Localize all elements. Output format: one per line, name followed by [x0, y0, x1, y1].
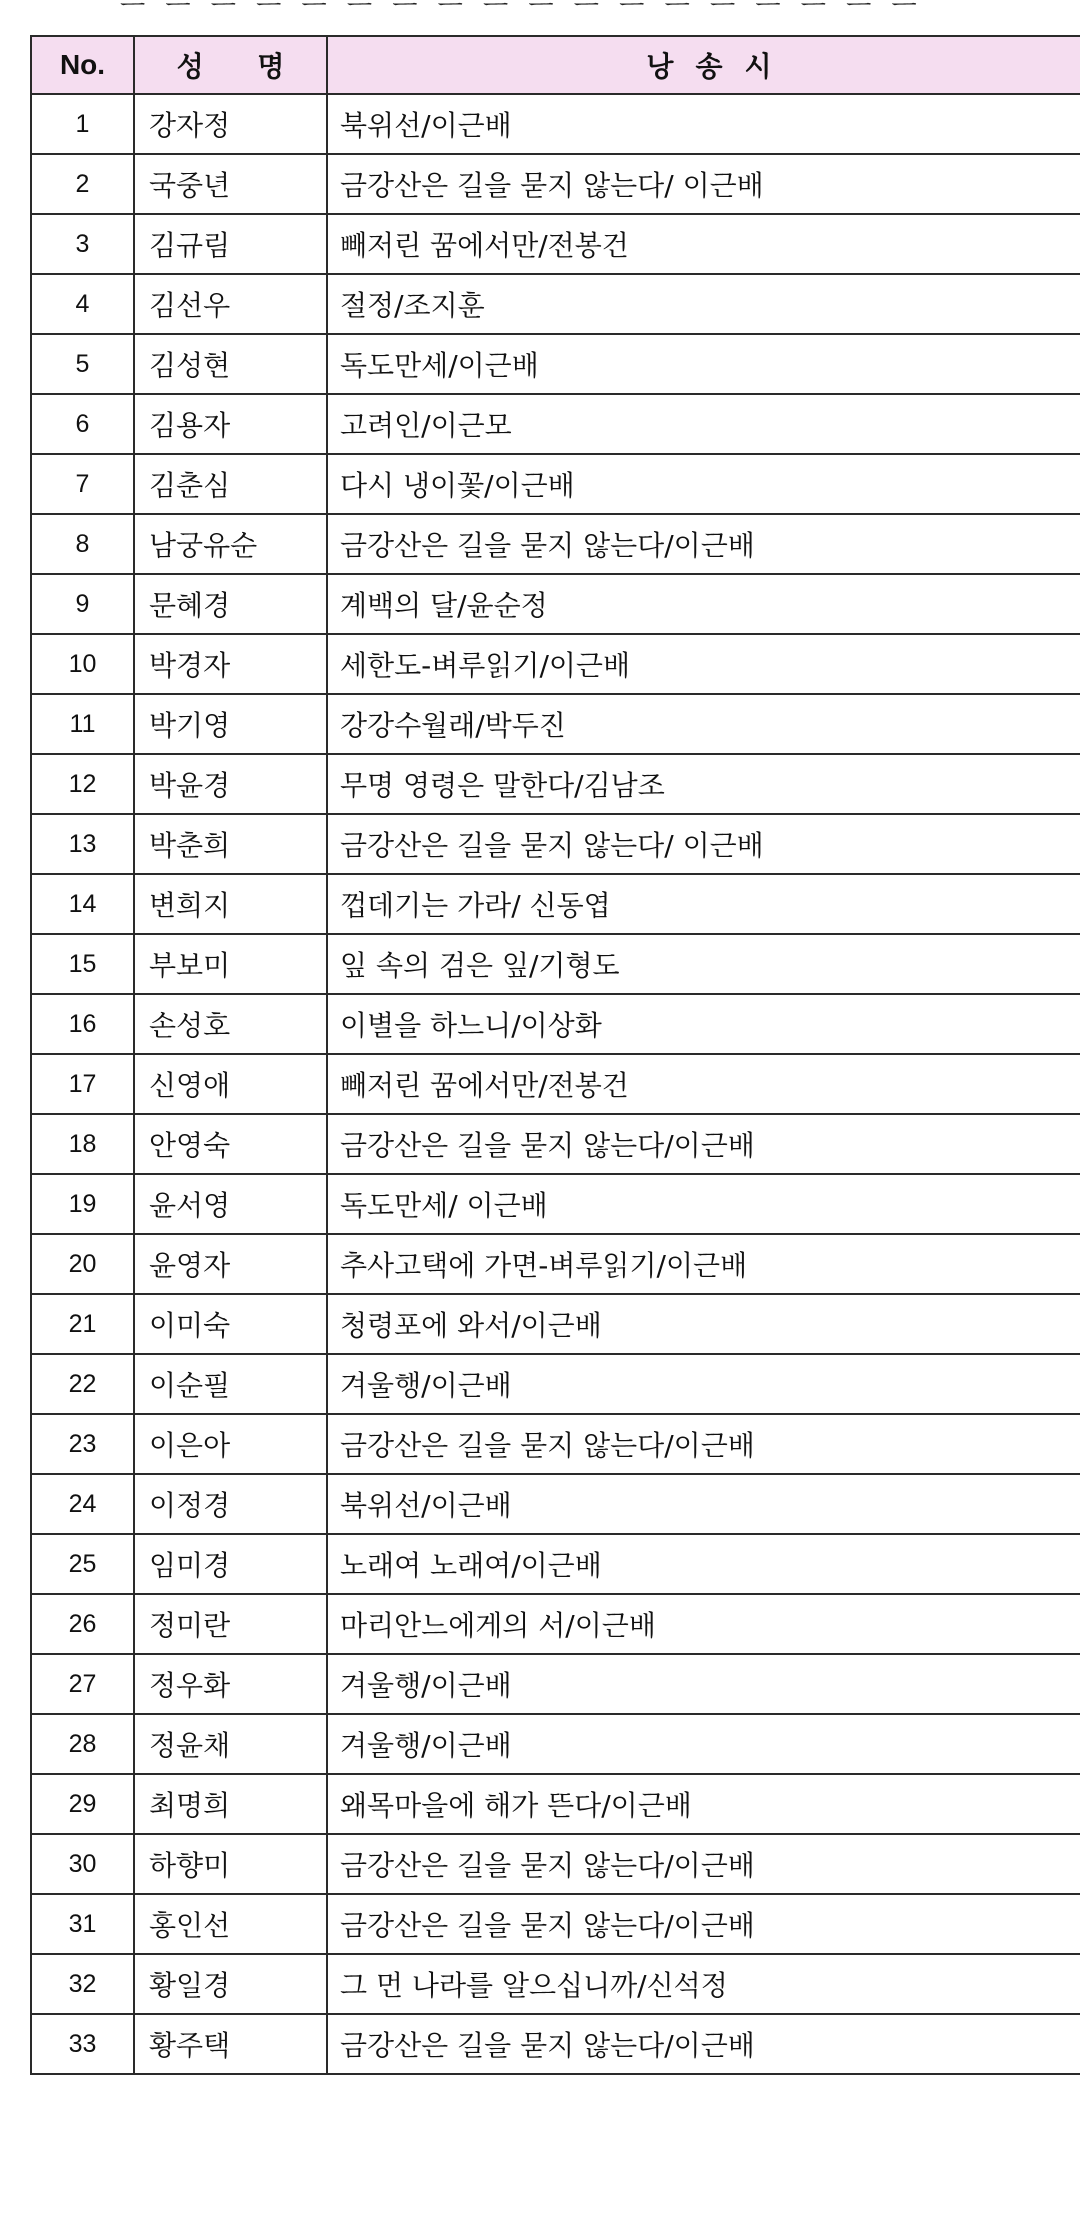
row-number: 29: [31, 1774, 134, 1834]
table-row: [31, 1534, 1080, 1594]
row-poem: 겨울행/이근배: [327, 1654, 1080, 1714]
row-name: 신영애: [134, 1054, 327, 1114]
row-name: 이순필: [134, 1354, 327, 1414]
row-name: 이정경: [134, 1474, 327, 1534]
table-row: [31, 1174, 1080, 1234]
row-name: 김규림: [134, 214, 327, 274]
row-number: 28: [31, 1714, 134, 1774]
row-poem: 껍데기는 가라/ 신동엽: [327, 874, 1080, 934]
row-number: 6: [31, 394, 134, 454]
row-poem: 잎 속의 검은 잎/기형도: [327, 934, 1080, 994]
row-number: 4: [31, 274, 134, 334]
row-name: 국중년: [134, 154, 327, 214]
table-row: [31, 394, 1080, 454]
table-row: [31, 1594, 1080, 1654]
header-name: 성 명: [134, 36, 327, 94]
row-name: 이은아: [134, 1414, 327, 1474]
row-number: 17: [31, 1054, 134, 1114]
row-name: 황일경: [134, 1954, 327, 2014]
row-poem: 무명 영령은 말한다/김남조: [327, 754, 1080, 814]
table-row: [31, 1654, 1080, 1714]
row-number: 11: [31, 694, 134, 754]
row-poem: 세한도-벼루읽기/이근배: [327, 634, 1080, 694]
row-number: 18: [31, 1114, 134, 1174]
row-poem: 이별을 하느니/이상화: [327, 994, 1080, 1054]
row-number: 21: [31, 1294, 134, 1354]
row-name: 박경자: [134, 634, 327, 694]
row-number: 24: [31, 1474, 134, 1534]
row-poem: 다시 냉이꽃/이근배: [327, 454, 1080, 514]
row-number: 23: [31, 1414, 134, 1474]
table-row: [31, 514, 1080, 574]
table-row: [31, 454, 1080, 514]
row-poem: 북위선/이근배: [327, 94, 1080, 154]
cropped-title-text: ㅡ ㅡ ㅡ ㅡ ㅡ ㅡ ㅡ ㅡ ㅡ ㅡ ㅡ ㅡ ㅡ ㅡ ㅡ ㅡ ㅡ ㅡ: [120, 0, 923, 22]
table-row: [31, 1114, 1080, 1174]
row-number: 32: [31, 1954, 134, 2014]
table-row: [31, 1834, 1080, 1894]
recitation-table-wrapper: [30, 35, 1080, 2205]
table-body: [31, 94, 1080, 2074]
row-poem: 금강산은 길을 묻지 않는다/이근배: [327, 1414, 1080, 1474]
table-row: [31, 754, 1080, 814]
row-number: 25: [31, 1534, 134, 1594]
row-number: 26: [31, 1594, 134, 1654]
table-row: [31, 1054, 1080, 1114]
row-number: 1: [31, 94, 134, 154]
row-number: 27: [31, 1654, 134, 1714]
row-number: 7: [31, 454, 134, 514]
table-row: [31, 1714, 1080, 1774]
row-poem: 절정/조지훈: [327, 274, 1080, 334]
table-row: [31, 1354, 1080, 1414]
table-row: [31, 814, 1080, 874]
table-row: [31, 214, 1080, 274]
row-number: 13: [31, 814, 134, 874]
row-name: 김선우: [134, 274, 327, 334]
table-row: [31, 1774, 1080, 1834]
row-poem: 금강산은 길을 묻지 않는다/이근배: [327, 2014, 1080, 2074]
row-poem: 금강산은 길을 묻지 않는다/ 이근배: [327, 154, 1080, 214]
row-poem: 겨울행/이근배: [327, 1714, 1080, 1774]
row-poem: 겨울행/이근배: [327, 1354, 1080, 1414]
row-number: 22: [31, 1354, 134, 1414]
header-no: No.: [31, 36, 134, 94]
row-name: 변희지: [134, 874, 327, 934]
row-name: 부보미: [134, 934, 327, 994]
row-name: 윤서영: [134, 1174, 327, 1234]
table-row: [31, 274, 1080, 334]
row-name: 정미란: [134, 1594, 327, 1654]
row-name: 홍인선: [134, 1894, 327, 1954]
table-row: [31, 1234, 1080, 1294]
row-poem: 고려인/이근모: [327, 394, 1080, 454]
row-poem: 금강산은 길을 묻지 않는다/이근배: [327, 514, 1080, 574]
row-name: 박기영: [134, 694, 327, 754]
table-row: [31, 1474, 1080, 1534]
row-poem: 빼저린 꿈에서만/전봉건: [327, 214, 1080, 274]
row-poem: 강강수월래/박두진: [327, 694, 1080, 754]
row-name: 박춘희: [134, 814, 327, 874]
cropped-title-fragment: [0, 0, 1080, 28]
row-number: 19: [31, 1174, 134, 1234]
table-header-row: [31, 36, 1080, 94]
row-number: 14: [31, 874, 134, 934]
row-name: 김춘심: [134, 454, 327, 514]
row-poem: 빼저린 꿈에서만/전봉건: [327, 1054, 1080, 1114]
row-name: 최명희: [134, 1774, 327, 1834]
row-name: 하향미: [134, 1834, 327, 1894]
table-row: [31, 1954, 1080, 2014]
row-name: 윤영자: [134, 1234, 327, 1294]
table-row: [31, 994, 1080, 1054]
row-number: 8: [31, 514, 134, 574]
row-poem: 추사고택에 가면-벼루읽기/이근배: [327, 1234, 1080, 1294]
row-name: 박윤경: [134, 754, 327, 814]
row-poem: 금강산은 길을 묻지 않는다/이근배: [327, 1894, 1080, 1954]
row-name: 안영숙: [134, 1114, 327, 1174]
table-row: [31, 574, 1080, 634]
row-name: 강자정: [134, 94, 327, 154]
table-row: [31, 2014, 1080, 2074]
table-row: [31, 1414, 1080, 1474]
header-poem: 낭송시: [327, 36, 1080, 94]
row-poem: 왜목마을에 해가 뜬다/이근배: [327, 1774, 1080, 1834]
table-row: [31, 334, 1080, 394]
row-name: 손성호: [134, 994, 327, 1054]
table-row: [31, 694, 1080, 754]
row-poem: 노래여 노래여/이근배: [327, 1534, 1080, 1594]
row-number: 16: [31, 994, 134, 1054]
row-name: 정윤채: [134, 1714, 327, 1774]
row-poem: 그 먼 나라를 알으십니까/신석정: [327, 1954, 1080, 2014]
row-number: 3: [31, 214, 134, 274]
row-number: 31: [31, 1894, 134, 1954]
row-poem: 계백의 달/윤순정: [327, 574, 1080, 634]
table-row: [31, 634, 1080, 694]
row-poem: 북위선/이근배: [327, 1474, 1080, 1534]
row-poem: 독도만세/ 이근배: [327, 1174, 1080, 1234]
row-name: 임미경: [134, 1534, 327, 1594]
row-poem: 금강산은 길을 묻지 않는다/이근배: [327, 1834, 1080, 1894]
row-name: 김용자: [134, 394, 327, 454]
table-row: [31, 94, 1080, 154]
table-row: [31, 1294, 1080, 1354]
row-name: 정우화: [134, 1654, 327, 1714]
row-number: 12: [31, 754, 134, 814]
recitation-table: [30, 35, 1080, 2075]
row-poem: 마리안느에게의 서/이근배: [327, 1594, 1080, 1654]
row-number: 10: [31, 634, 134, 694]
row-number: 20: [31, 1234, 134, 1294]
row-poem: 독도만세/이근배: [327, 334, 1080, 394]
row-poem: 청령포에 와서/이근배: [327, 1294, 1080, 1354]
row-name: 남궁유순: [134, 514, 327, 574]
table-row: [31, 1894, 1080, 1954]
row-number: 5: [31, 334, 134, 394]
row-name: 황주택: [134, 2014, 327, 2074]
row-poem: 금강산은 길을 묻지 않는다/ 이근배: [327, 814, 1080, 874]
row-number: 15: [31, 934, 134, 994]
row-number: 9: [31, 574, 134, 634]
row-number: 30: [31, 1834, 134, 1894]
table-row: [31, 934, 1080, 994]
row-number: 33: [31, 2014, 134, 2074]
table-row: [31, 154, 1080, 214]
row-number: 2: [31, 154, 134, 214]
row-poem: 금강산은 길을 묻지 않는다/이근배: [327, 1114, 1080, 1174]
row-name: 김성현: [134, 334, 327, 394]
table-row: [31, 874, 1080, 934]
row-name: 문혜경: [134, 574, 327, 634]
row-name: 이미숙: [134, 1294, 327, 1354]
